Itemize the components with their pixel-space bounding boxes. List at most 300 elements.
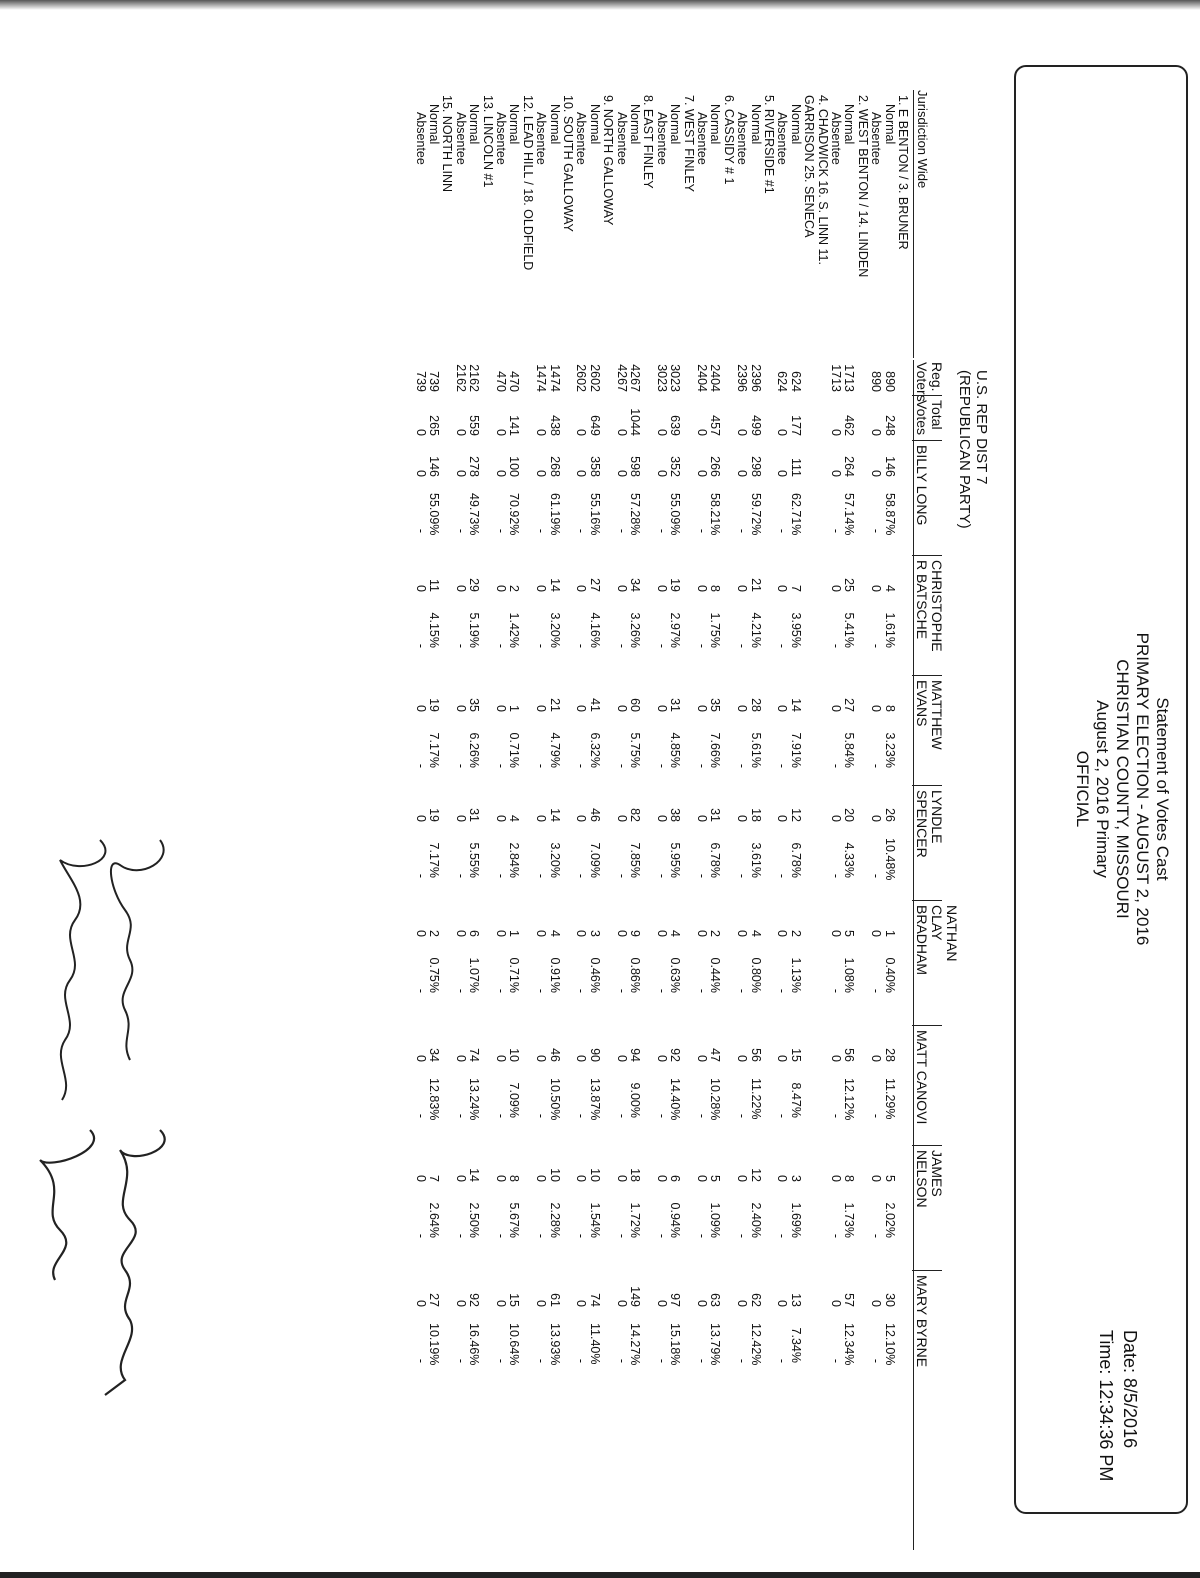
vote-count-cell: 92 (467, 1293, 482, 1307)
vote-percent-cell: 0.80% (748, 957, 763, 993)
signatures (20, 820, 180, 1420)
vote-percent-cell: 2.97% (668, 612, 683, 648)
vote-count-cell: 6 (668, 1175, 683, 1182)
vote-percent-cell: 13.24% (467, 1078, 482, 1121)
row-label: 7. WEST FINLEY (681, 95, 696, 193)
reg-voters-cell: 2602 (574, 364, 589, 392)
row-label: Absentee (829, 112, 843, 165)
row-label: Absentee (775, 112, 790, 165)
vote-percent-cell: 62.71% (788, 493, 803, 536)
vote-percent-cell: 7.09% (507, 1082, 522, 1118)
reg-voters-cell: 890 (882, 371, 897, 392)
vote-count-cell: 0 (775, 470, 790, 477)
vote-count-cell: 0 (735, 930, 750, 937)
table-row (534, 0, 548, 1578)
vote-percent-cell: 7.91% (788, 732, 803, 768)
vote-count-cell: 0 (534, 930, 549, 937)
row-label: Normal (788, 104, 803, 145)
row-label: 2. WEST BENTON / 14. LINDEN (855, 95, 870, 278)
vote-count-cell: 264 (842, 456, 857, 477)
table-row (601, 0, 615, 1578)
vote-count-cell: 11 (427, 579, 441, 592)
vote-count-cell: 0 (775, 930, 790, 937)
vote-percent-cell: 59.72% (748, 493, 763, 536)
vote-count-cell: 30 (882, 1293, 897, 1307)
vote-count-cell: 0 (574, 470, 589, 477)
vote-count-cell: 149 (628, 1286, 642, 1307)
vote-percent-cell: - (534, 1233, 549, 1238)
col-candidate (914, 1150, 944, 1208)
vote-percent-cell: - (494, 873, 508, 878)
total-votes-cell: 0 (829, 429, 843, 436)
vote-count-cell: 0 (614, 470, 629, 477)
vote-percent-cell: - (654, 873, 669, 878)
vote-count-cell: 0 (735, 585, 750, 592)
vote-percent-cell: - (574, 988, 589, 993)
vote-percent-cell: - (453, 1233, 468, 1238)
vote-percent-cell: - (775, 873, 790, 878)
vote-percent-cell: 55.16% (587, 493, 602, 536)
row-label: Normal (467, 104, 482, 145)
vote-percent-cell: 12.83% (427, 1078, 441, 1121)
vote-count-cell: 111 (788, 457, 803, 477)
vote-percent-cell: 6.26% (467, 732, 482, 768)
vote-count-cell: 0 (775, 1300, 790, 1307)
total-votes-cell: 499 (748, 415, 763, 436)
table-row (507, 0, 521, 1578)
vote-percent-cell: - (654, 1113, 669, 1118)
vote-percent-cell: - (869, 763, 884, 768)
county-name: CHRISTIAN COUNTY, MISSOURI (1113, 659, 1132, 919)
vote-percent-cell: - (574, 1113, 589, 1118)
vote-percent-cell: - (869, 873, 884, 878)
vote-percent-cell: - (413, 1358, 428, 1363)
vote-percent-cell: 3.26% (628, 612, 642, 648)
vote-percent-cell: 0.44% (708, 957, 723, 993)
vote-count-cell: 0 (574, 1300, 589, 1307)
vote-count-cell: 266 (708, 456, 723, 477)
vote-percent-cell: - (654, 988, 669, 993)
report-title: Statement of Votes Cast (1153, 697, 1172, 881)
vote-percent-cell: 0.94% (668, 1202, 683, 1238)
vote-count-cell: 4 (882, 585, 897, 592)
column-separator (912, 555, 942, 556)
table-row (842, 0, 856, 1578)
vote-percent-cell: 12.34% (842, 1323, 857, 1366)
vote-count-cell: 5 (842, 930, 857, 937)
column-separator (912, 675, 942, 676)
vote-count-cell: 90 (587, 1048, 602, 1062)
vote-count-cell: 598 (628, 456, 642, 477)
vote-count-cell: 0 (494, 470, 508, 477)
reg-voters-cell: 470 (494, 371, 508, 392)
total-votes-cell: 0 (453, 429, 468, 436)
col-candidate-line: NATHAN (944, 905, 960, 962)
row-label: Absentee (614, 112, 629, 165)
row-label: Absentee (413, 112, 428, 165)
vote-count-cell: 27 (842, 698, 857, 712)
vote-percent-cell: 4.15% (427, 612, 441, 648)
jurisdiction-rule (913, 90, 914, 358)
total-votes-cell: 0 (735, 429, 750, 436)
election-date: August 2, 2016 Primary (1093, 700, 1112, 878)
table-row (883, 0, 897, 1578)
vote-count-cell: 0 (829, 815, 843, 822)
table-row (668, 0, 682, 1578)
vote-count-cell: 0 (534, 585, 549, 592)
vote-count-cell: 4 (547, 930, 562, 937)
column-separator (912, 785, 942, 786)
vote-count-cell: 29 (467, 578, 482, 592)
row-label: 5. RIVERSIDE #1 (762, 95, 776, 194)
vote-percent-cell: 57.14% (842, 493, 857, 536)
vote-percent-cell: - (494, 643, 508, 648)
vote-percent-cell: - (413, 1113, 428, 1118)
row-label: Normal (708, 104, 723, 145)
row-label: 10. SOUTH GALLOWAY (561, 95, 575, 232)
vote-count-cell: 21 (547, 698, 562, 712)
row-label: 1. E BENTON / 3. BRUNER (896, 95, 910, 250)
vote-count-cell: 0 (494, 585, 508, 592)
table-row (655, 0, 669, 1578)
signature-1 (111, 840, 164, 1060)
table-row (467, 0, 481, 1578)
vote-count-cell: 0 (453, 585, 468, 592)
vote-count-cell: 2 (708, 930, 723, 937)
row-label: Normal (882, 104, 897, 145)
print-date: Date: 8/5/2016 (1120, 1330, 1140, 1449)
vote-count-cell: 15 (788, 1048, 803, 1062)
vote-count-cell: 35 (708, 698, 723, 712)
reg-voters-cell: 4267 (628, 364, 642, 392)
vote-percent-cell: - (775, 763, 790, 768)
vote-percent-cell: - (614, 1233, 629, 1238)
vote-count-cell: 35 (467, 698, 482, 712)
vote-percent-cell: - (829, 763, 843, 768)
vote-count-cell: 18 (748, 808, 763, 822)
col-candidate-line: LYNDLE (929, 790, 945, 844)
vote-count-cell: 268 (547, 456, 562, 477)
vote-percent-cell: - (614, 873, 629, 878)
total-votes-cell: 438 (547, 415, 562, 436)
vote-count-cell: 1 (507, 930, 522, 937)
vote-count-cell: 46 (547, 1048, 562, 1062)
reg-voters-cell: 2396 (748, 364, 763, 392)
vote-percent-cell: 10.50% (547, 1078, 562, 1121)
table-row (615, 0, 629, 1578)
vote-count-cell: 0 (829, 930, 843, 937)
contest-name: U.S. REP DIST 7 (973, 370, 990, 485)
vote-percent-cell: - (695, 1358, 709, 1363)
vote-percent-cell: - (413, 528, 428, 533)
vote-percent-cell: - (534, 763, 549, 768)
vote-count-cell: 74 (587, 1293, 602, 1307)
vote-count-cell: 28 (748, 698, 763, 712)
vote-percent-cell: - (534, 528, 549, 533)
vote-count-cell: 56 (842, 1048, 857, 1062)
vote-count-cell: 47 (708, 1048, 723, 1062)
table-row (749, 0, 763, 1578)
col-reg-voters-line: Voters (914, 362, 930, 402)
vote-percent-cell: - (735, 873, 750, 878)
col-candidate-line: R BATSCHE (914, 560, 930, 640)
vote-count-cell: 12 (748, 1168, 763, 1182)
vote-count-cell: 0 (574, 705, 589, 712)
reg-voters-cell: 739 (427, 371, 441, 392)
vote-percent-cell: - (695, 643, 709, 648)
vote-count-cell: 0 (413, 1055, 428, 1062)
vote-percent-cell: - (829, 873, 843, 878)
vote-percent-cell: - (654, 528, 669, 533)
vote-count-cell: 0 (534, 1055, 549, 1062)
vote-percent-cell: - (494, 1233, 508, 1238)
vote-percent-cell: 1.75% (708, 612, 723, 648)
vote-count-cell: 41 (587, 698, 602, 712)
column-separator (912, 1145, 942, 1146)
vote-count-cell: 0 (494, 930, 508, 937)
vote-percent-cell: 1.61% (882, 612, 897, 648)
vote-percent-cell: 1.09% (708, 1202, 723, 1238)
reg-voters-cell: 624 (788, 371, 803, 392)
vote-percent-cell: - (775, 528, 790, 533)
vote-percent-cell: 16.46% (467, 1323, 482, 1366)
vote-percent-cell: 15.18% (668, 1323, 683, 1366)
vote-percent-cell: - (494, 1113, 508, 1118)
vote-percent-cell: 12.12% (842, 1078, 857, 1121)
vote-percent-cell: 5.55% (467, 842, 482, 878)
vote-count-cell: 0 (413, 705, 428, 712)
vote-percent-cell: 7.17% (427, 842, 441, 878)
reg-voters-cell: 3023 (668, 364, 683, 392)
vote-percent-cell: 1.72% (628, 1202, 642, 1238)
vote-count-cell: 60 (628, 698, 642, 712)
vote-count-cell: 31 (467, 808, 482, 822)
vote-percent-cell: - (829, 1358, 843, 1363)
vote-count-cell: 0 (614, 815, 629, 822)
row-label: Absentee (735, 112, 750, 165)
vote-count-cell: 0 (534, 1300, 549, 1307)
vote-percent-cell: - (413, 1233, 428, 1238)
vote-percent-cell: 5.61% (748, 732, 763, 768)
vote-count-cell: 0 (614, 585, 629, 592)
vote-count-cell: 18 (628, 1168, 642, 1182)
vote-percent-cell: 70.92% (507, 493, 522, 536)
vote-count-cell: 1 (507, 705, 522, 712)
vote-count-cell: 0 (829, 470, 843, 477)
table-row (829, 0, 843, 1578)
vote-percent-cell: - (695, 1113, 709, 1118)
total-votes-cell: 0 (775, 429, 790, 436)
vote-count-cell: 0 (654, 1175, 669, 1182)
reg-voters-cell: 2404 (695, 364, 709, 392)
total-votes-cell: 457 (708, 415, 723, 436)
vote-count-cell: 63 (708, 1293, 723, 1307)
vote-count-cell: 0 (869, 1175, 884, 1182)
vote-count-cell: 0 (614, 1300, 629, 1307)
vote-percent-cell: 7.66% (708, 732, 723, 768)
vote-percent-cell: 2.40% (748, 1202, 763, 1238)
vote-percent-cell: 8.47% (788, 1082, 803, 1118)
vote-count-cell: 46 (587, 808, 602, 822)
vote-count-cell: 0 (494, 1175, 508, 1182)
row-label: Normal (587, 104, 602, 145)
contest-title (956, 370, 990, 529)
table-row (414, 0, 428, 1578)
vote-count-cell: 0 (453, 705, 468, 712)
row-label: GARRISON 25. SENECA (802, 95, 817, 238)
vote-count-cell: 14 (547, 578, 562, 592)
column-header-rule (913, 360, 914, 1550)
vote-count-cell: 13 (788, 1293, 803, 1307)
signature-3 (105, 1130, 165, 1395)
vote-count-cell: 0 (775, 705, 790, 712)
jurisdiction-header: Jurisdiction Wide (915, 90, 930, 189)
vote-percent-cell: - (534, 1113, 549, 1118)
vote-percent-cell: - (453, 763, 468, 768)
vote-count-cell: 20 (842, 808, 857, 822)
vote-count-cell: 62 (748, 1293, 763, 1307)
print-time: Time: 12:34:36 PM (1096, 1330, 1116, 1482)
vote-count-cell: 0 (869, 1055, 884, 1062)
row-label: 15. NORTH LINN (440, 95, 455, 193)
row-label: Absentee (494, 112, 508, 165)
vote-percent-cell: - (654, 763, 669, 768)
column-separator (912, 1270, 942, 1271)
vote-count-cell: 0 (869, 705, 884, 712)
vote-percent-cell: 58.21% (708, 493, 723, 536)
total-votes-cell: 177 (788, 415, 803, 436)
table-row (722, 0, 736, 1578)
vote-percent-cell: - (869, 1358, 884, 1363)
vote-count-cell: 4 (507, 815, 522, 822)
vote-count-cell: 0 (735, 1055, 750, 1062)
vote-count-cell: 94 (628, 1048, 642, 1062)
reg-voters-cell: 2162 (467, 364, 482, 392)
vote-count-cell: 0 (695, 1300, 709, 1307)
vote-percent-cell: 5.41% (842, 612, 857, 648)
vote-percent-cell: 10.28% (708, 1078, 723, 1121)
total-votes-cell: 0 (869, 429, 884, 436)
vote-percent-cell: - (735, 763, 750, 768)
table-row (427, 0, 441, 1578)
vote-count-cell: 19 (427, 698, 441, 712)
vote-percent-cell: 1.69% (788, 1202, 803, 1238)
vote-percent-cell: - (494, 763, 508, 768)
vote-count-cell: 2 (427, 930, 441, 937)
vote-percent-cell: - (614, 528, 629, 533)
vote-percent-cell: 6.78% (788, 842, 803, 878)
table-row (521, 0, 535, 1578)
vote-count-cell: 0 (775, 1055, 790, 1062)
vote-count-cell: 2 (507, 585, 522, 592)
vote-percent-cell: - (735, 1358, 750, 1363)
vote-percent-cell: - (413, 873, 428, 878)
vote-percent-cell: 0.91% (547, 957, 562, 993)
row-label: Normal (547, 104, 562, 145)
vote-percent-cell: - (413, 763, 428, 768)
vote-percent-cell: - (869, 528, 884, 533)
reg-voters-cell: 2162 (453, 364, 468, 392)
vote-percent-cell: - (695, 528, 709, 533)
table-row (494, 0, 508, 1578)
vote-percent-cell: 1.54% (587, 1202, 602, 1238)
vote-percent-cell: 3.95% (788, 612, 803, 648)
vote-percent-cell: 7.17% (427, 732, 441, 768)
vote-count-cell: 74 (467, 1048, 482, 1062)
vote-percent-cell: 7.34% (788, 1327, 803, 1363)
vote-count-cell: 14 (547, 808, 562, 822)
vote-count-cell: 0 (735, 1175, 750, 1182)
vote-percent-cell: 1.42% (507, 612, 522, 648)
vote-count-cell: 0 (735, 815, 750, 822)
vote-percent-cell: 5.84% (842, 732, 857, 768)
vote-percent-cell: - (654, 1358, 669, 1363)
vote-percent-cell: - (494, 988, 508, 993)
vote-count-cell: 0 (453, 1300, 468, 1307)
vote-count-cell: 0 (869, 470, 884, 477)
vote-count-cell: 38 (668, 808, 683, 822)
vote-percent-cell: - (735, 528, 750, 533)
vote-percent-cell: 1.07% (467, 957, 482, 993)
vote-percent-cell: - (829, 643, 843, 648)
total-votes-cell: 0 (494, 429, 508, 436)
vote-percent-cell: 3.23% (882, 732, 897, 768)
vote-count-cell: 0 (413, 1300, 428, 1307)
vote-count-cell: 0 (614, 705, 629, 712)
vote-percent-cell: 0.46% (587, 957, 602, 993)
vote-percent-cell: - (614, 763, 629, 768)
vote-percent-cell: 55.09% (668, 493, 683, 536)
vote-percent-cell: 3.20% (547, 842, 562, 878)
vote-count-cell: 0 (869, 815, 884, 822)
reg-voters-cell: 890 (869, 371, 884, 392)
reg-voters-cell: 1474 (534, 364, 549, 392)
vote-percent-cell: - (775, 643, 790, 648)
col-candidate (914, 680, 944, 750)
reg-voters-cell: 4267 (614, 364, 629, 392)
col-candidate (914, 1275, 929, 1367)
row-label: Normal (628, 104, 642, 145)
vote-percent-cell: - (829, 1113, 843, 1118)
vote-count-cell: 34 (628, 578, 642, 592)
vote-count-cell: 0 (574, 585, 589, 592)
vote-count-cell: 0 (775, 1175, 790, 1182)
reg-voters-cell: 1713 (842, 364, 857, 392)
col-candidate-line: BRADHAM (914, 905, 930, 976)
vote-percent-cell: - (829, 1233, 843, 1238)
table-row (856, 0, 870, 1578)
vote-count-cell: 1 (882, 930, 897, 937)
row-label: Absentee (534, 112, 549, 165)
vote-count-cell: 0 (453, 930, 468, 937)
table-row (695, 0, 709, 1578)
vote-count-cell: 0 (654, 1300, 669, 1307)
vote-count-cell: 0 (735, 470, 750, 477)
vote-count-cell: 0 (614, 930, 629, 937)
row-label: Normal (842, 104, 857, 145)
row-label: 6. CASSIDY # 1 (721, 95, 736, 185)
vote-percent-cell: - (735, 988, 750, 993)
vote-count-cell: 0 (574, 815, 589, 822)
row-label: Normal (748, 104, 763, 145)
vote-percent-cell: 14.40% (668, 1078, 683, 1121)
vote-percent-cell: - (453, 1113, 468, 1118)
vote-count-cell: 12 (788, 808, 803, 822)
vote-percent-cell: 3.61% (748, 842, 763, 878)
reg-voters-cell: 2404 (708, 364, 723, 392)
signature-2 (60, 840, 105, 1100)
total-votes-cell: 1044 (628, 408, 642, 436)
